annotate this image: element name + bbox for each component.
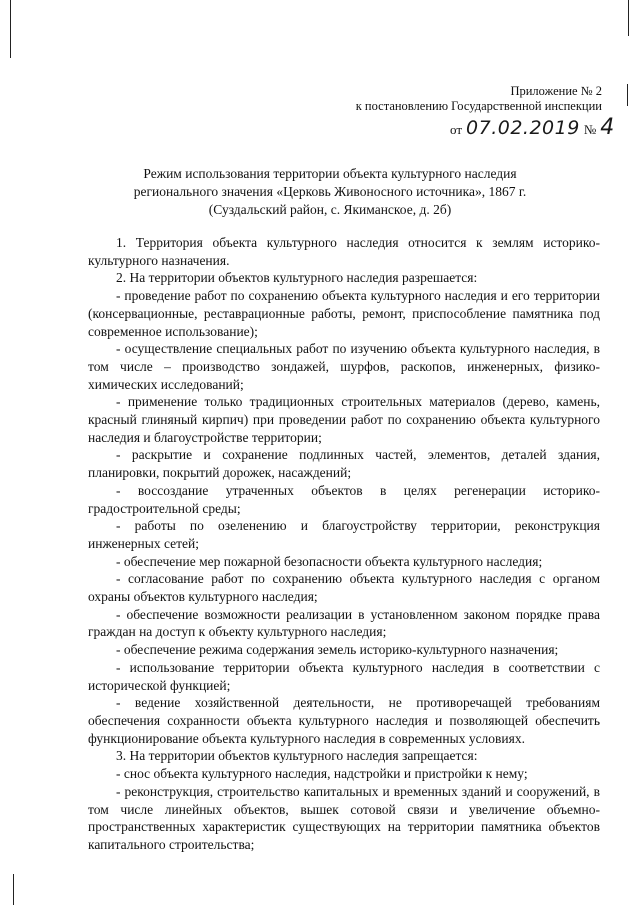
list-item: - обеспечение возможности реализации в установленном законом порядке права граждан на доступ к объекту культурного наследия; [88, 606, 600, 640]
date-prefix: от [450, 122, 463, 137]
list-item: - ведение хозяйственной деятельности, не противоречащей требованиям обеспечения сохранности объекта культурного наследия и позволяющей обеспечить функционирование объекта культурного наследия в современных условиях. [88, 695, 600, 746]
list-item: - обеспечение режима содержания земель историко-культурного назначения; [116, 642, 559, 658]
list-item: - работы по озеленению и благоустройству территории, реконструкция инженерных сетей; [88, 518, 600, 551]
scan-edge-top-right [628, 0, 629, 36]
appendix-number: Приложение № 2 [510, 84, 602, 98]
appendix-header [356, 84, 602, 114]
title-line-3: (Суздальский район, с. Якиманское, д. 2б) [208, 202, 452, 217]
list-item: - обеспечение мер пожарной безопасности объекта культурного наследия; [116, 553, 543, 569]
scan-edge-top-left [10, 0, 11, 58]
list-item: - применение только традиционных строительных материалов (дерево, камень, красный глиняный кирпич) при проведении работ по сохранению объекта культурного наследия и благоустройстве территории; [88, 394, 600, 445]
list-item: - проведение работ по сохранению объекта культурного наследия и его территории (консервационные, реставрационные работы, ремонт, приспособление памятника под современное использование); [88, 288, 600, 339]
paragraph-1: 1. Территория объекта культурного наследия относится к землям историко-культурного назначения. [88, 235, 600, 268]
document-title [60, 165, 600, 219]
list-item: - осуществление специальных работ по изучению объекта культурного наследия, в том числе – производство зондажей, шурфов, раскопов, инженерных, физико-химических исследований; [88, 341, 600, 392]
list-item: - снос объекта культурного наследия, надстройки и пристройки к нему; [116, 766, 528, 782]
list-item: - согласование работ по сохранению объекта культурного наследия с органом охраны объектов культурного наследия; [88, 571, 600, 605]
paragraph-2: 2. На территории объектов культурного наследия разрешается: [116, 270, 478, 286]
title-line-1: Режим использования территории объекта культурного наследия [143, 166, 517, 181]
list-item: - использование территории объекта культурного наследия в соответствии с исторической функцией; [88, 659, 600, 693]
handwritten-date: 07.02.2019 [466, 117, 580, 139]
handwritten-number: 4 [600, 115, 615, 140]
date-number-row [450, 115, 614, 140]
list-item: - воссоздание утраченных объектов в целях регенерации историко-градостроительной среды; [88, 482, 600, 516]
appendix-reference: к постановлению Государственной инспекции [355, 99, 602, 113]
paragraph-3: 3. На территории объектов культурного наследия запрещается: [116, 748, 478, 764]
document-body [88, 234, 600, 854]
title-line-2: регионального значения «Церковь Живоносного источника», 1867 г. [133, 184, 527, 199]
scan-edge-bottom-left [13, 874, 14, 905]
number-prefix: № [583, 122, 597, 137]
list-item: - реконструкция, строительство капитальных и временных зданий и сооружений, в том числе линейных объектов, вышек сотовой связи и увеличение объемно-пространственных характеристик существующих на территории памятника объектов капитального строительства; [88, 783, 600, 852]
scan-edge-right [627, 84, 628, 106]
list-item: - раскрытие и сохранение подлинных частей, элементов, деталей здания, планировки, покрытий дорожек, насаждений; [88, 447, 600, 481]
